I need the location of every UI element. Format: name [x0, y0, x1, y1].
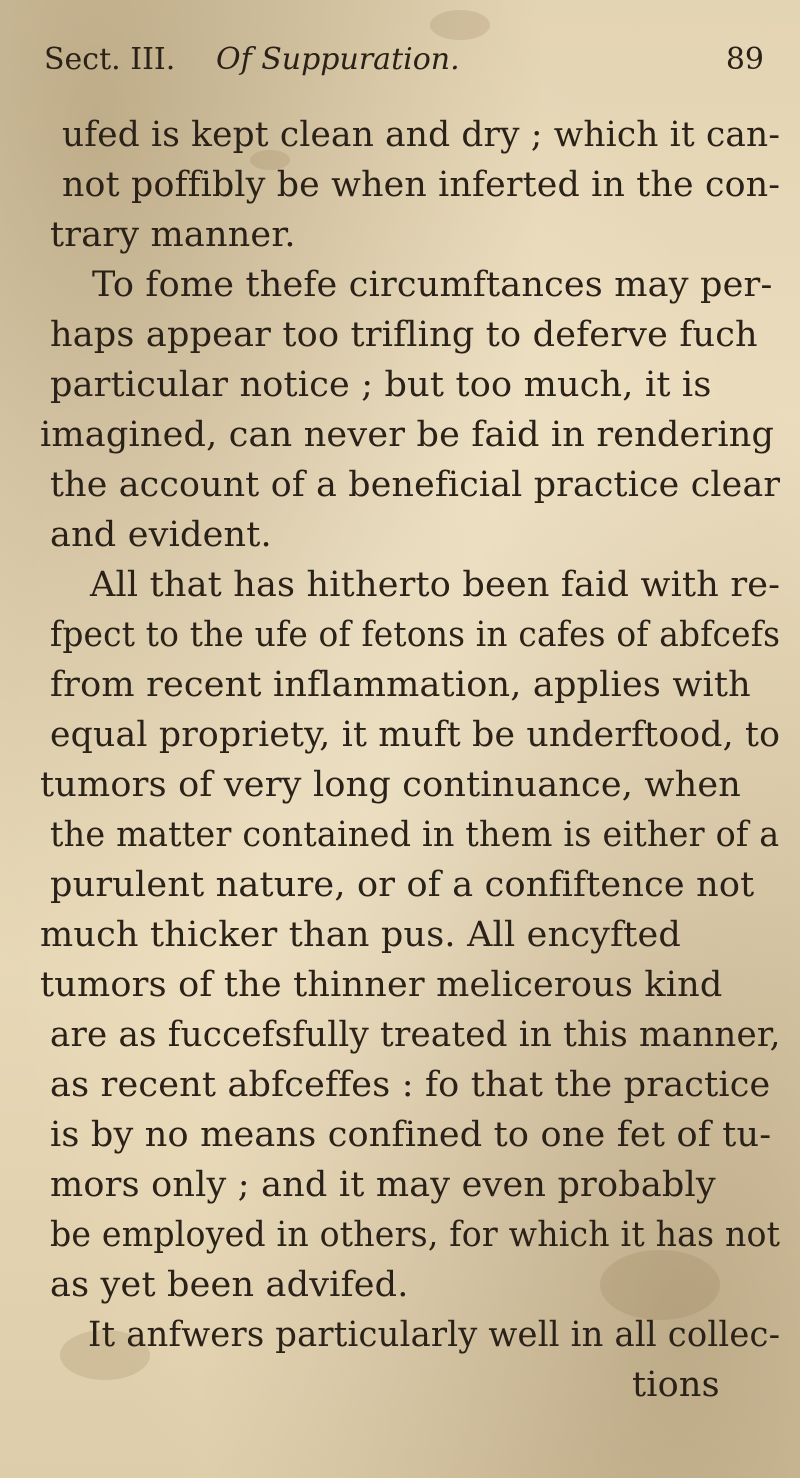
- section-label: Sect. III.: [44, 42, 176, 77]
- catchword: tions: [632, 1365, 720, 1405]
- text-line: trary manner.: [50, 215, 296, 255]
- text-line: is by no means confined to one fet of tu-: [50, 1115, 772, 1155]
- chapter-title: Of Suppuration.: [216, 42, 460, 77]
- text-line: much thicker than pus. All encyfted: [40, 915, 682, 955]
- text-line: tumors of the thinner melicerous kind: [40, 965, 723, 1005]
- text-line: the matter contained in them is either of a: [50, 815, 780, 855]
- paper-stain: [430, 10, 490, 40]
- text-line: imagined, can never be faid in rendering: [40, 415, 775, 455]
- text-line: purulent nature, or of a confiftence not: [50, 865, 755, 905]
- text-line: as recent abfceffes : fo that the practice: [50, 1065, 771, 1105]
- text-line: It anfwers particularly well in all collec-: [88, 1315, 781, 1355]
- running-header: [44, 40, 764, 84]
- text-line: as yet been advifed.: [50, 1265, 409, 1305]
- text-line: and evident.: [50, 515, 272, 555]
- text-line: All that has hitherto been faid with re-: [90, 565, 781, 605]
- text-line: To fome thefe circumftances may per-: [92, 265, 773, 305]
- text-line: be employed in others, for which it has not: [50, 1215, 781, 1255]
- text-line: ufed is kept clean and dry ; which it can-: [62, 115, 781, 155]
- text-line: equal propriety, it muft be underftood, to: [50, 715, 781, 755]
- text-line: haps appear too trifling to deferve fuch: [50, 315, 758, 355]
- text-line: from recent inflammation, applies with: [50, 665, 751, 705]
- text-line: fpect to the ufe of fetons in cafes of abfcefs: [50, 615, 781, 655]
- page-number: 89: [725, 42, 764, 77]
- text-line: not poffibly be when inferted in the con-: [62, 165, 781, 205]
- text-line: the account of a beneficial practice clear: [50, 465, 781, 505]
- text-line: particular notice ; but too much, it is: [50, 365, 712, 405]
- text-line: are as fuccefsfully treated in this manner,: [50, 1015, 781, 1055]
- text-line: tumors of very long continuance, when: [40, 765, 741, 805]
- text-line: mors only ; and it may even probably: [50, 1165, 716, 1205]
